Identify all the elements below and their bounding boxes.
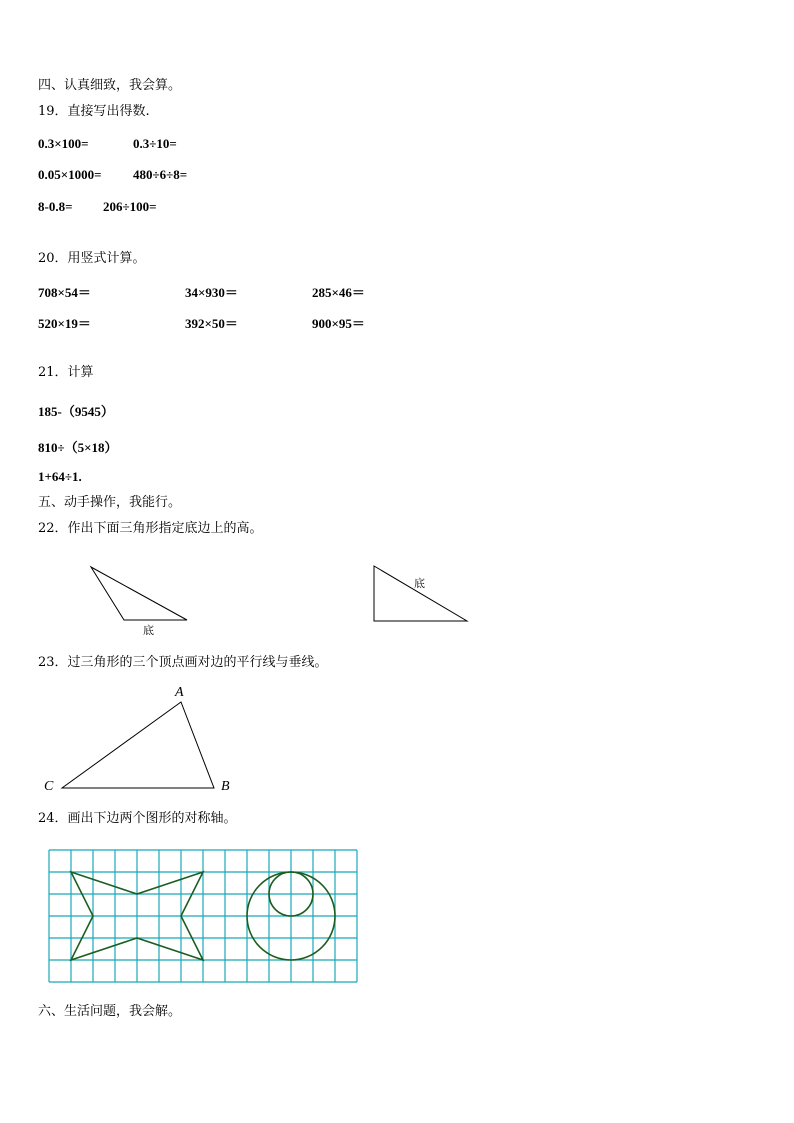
q23-vertex-a: A (175, 685, 184, 700)
q23-vertex-b: B (221, 779, 230, 794)
q21-item-3: 1+64÷1. (38, 469, 82, 484)
q21-item-2: 810÷（5×18） (38, 440, 118, 455)
q20-title: 20．用竖式计算。 (38, 251, 146, 266)
q20-item-6: 900×95＝ (312, 316, 365, 331)
section-4-title: 四、认真细致，我会算。 (38, 78, 182, 93)
q23-title: 23．过三角形的三个顶点画对边的平行线与垂线。 (38, 655, 328, 670)
q19-item-5: 8-0.8= (38, 199, 73, 214)
q22-base-label-2: 底 (414, 577, 425, 590)
q20-item-4: 520×19＝ (38, 316, 91, 331)
q22-triangle-obtuse (91, 567, 187, 620)
q19-item-4: 480÷6÷8= (133, 167, 188, 182)
q22-title: 22．作出下面三角形指定底边上的高。 (38, 521, 263, 536)
section-6-title: 六、生活问题，我会解。 (38, 1004, 182, 1019)
q23-vertex-c: C (44, 779, 54, 794)
q19-item-1: 0.3×100= (38, 136, 89, 151)
q19-title: 19．直接写出得数. (38, 104, 150, 119)
q19-item-6: 206÷100= (103, 199, 157, 214)
q20-item-3: 285×46＝ (312, 285, 365, 300)
q19-item-3: 0.05×1000= (38, 167, 102, 182)
q19-item-2: 0.3÷10= (133, 136, 177, 151)
q24-grid (49, 850, 357, 982)
q20-item-1: 708×54＝ (38, 285, 91, 300)
q20-item-5: 392×50＝ (185, 316, 238, 331)
q22-base-label-1: 底 (143, 624, 154, 637)
q23-triangle (62, 702, 214, 788)
q21-title: 21．计算 (38, 365, 94, 380)
q20-item-2: 34×930＝ (185, 285, 238, 300)
q21-item-1: 185-（9545） (38, 404, 114, 419)
q24-title: 24．画出下边两个图形的对称轴。 (38, 811, 237, 826)
section-5-title: 五、动手操作，我能行。 (38, 495, 182, 510)
